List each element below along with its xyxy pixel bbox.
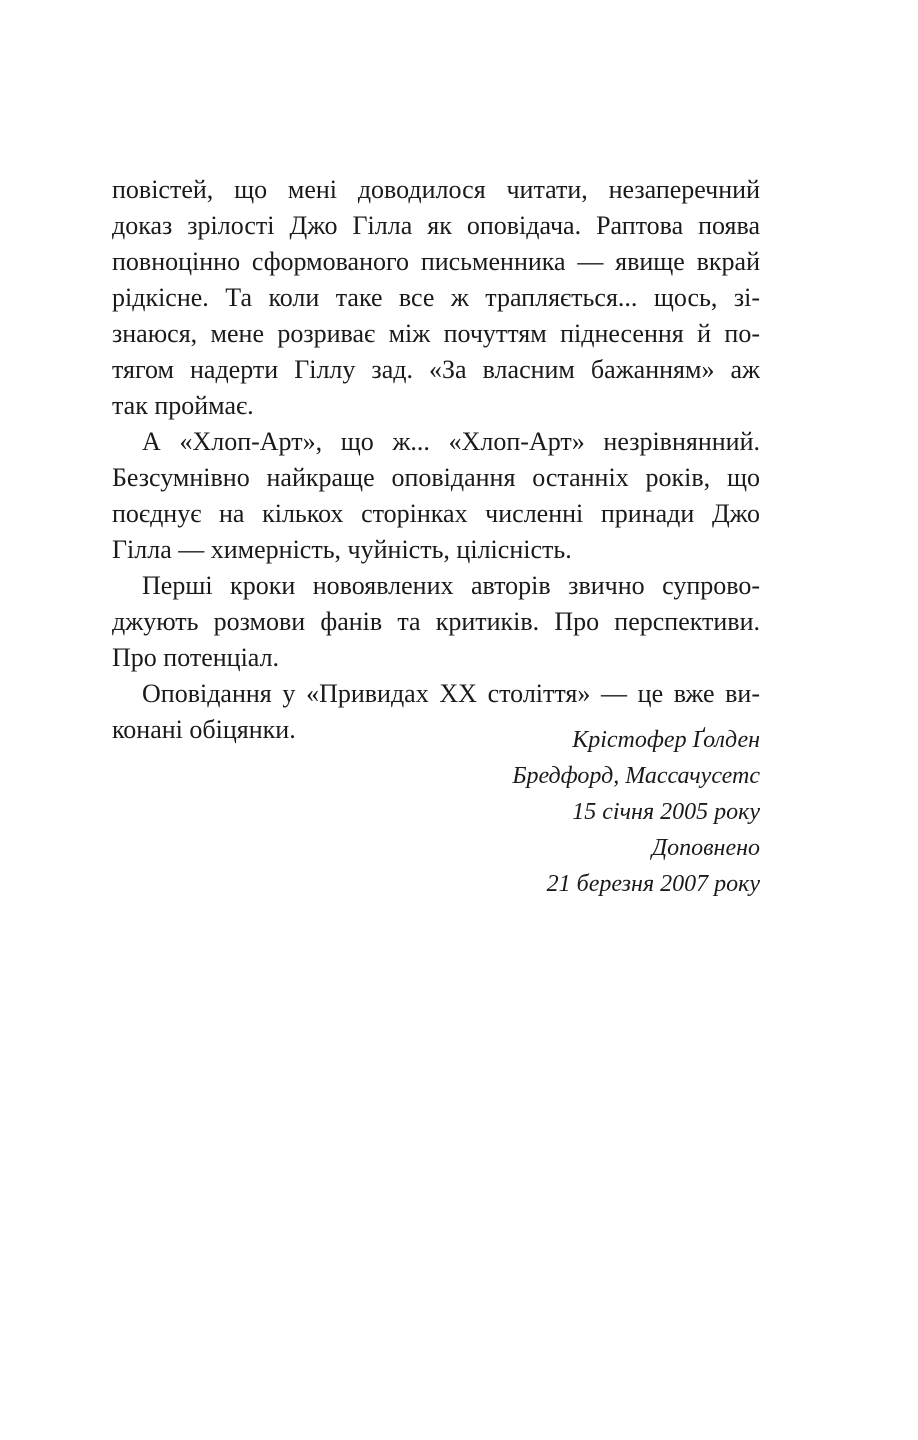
signature-block	[512, 722, 760, 902]
text-line: тягом надерти Гіллу зад. «За власним бажанням» аж	[112, 355, 760, 384]
signature-date: 15 січня 2005 року	[572, 799, 760, 825]
text-line: Оповідання у «Привидах XX століття» — це вже ви-	[142, 679, 760, 708]
signature-author: Крістофер Ґолден	[572, 727, 760, 753]
signature-date-updated: 21 березня 2007 року	[546, 871, 760, 897]
paragraph-3	[112, 568, 760, 676]
text-line: джують розмови фанів та критиків. Про перспективи.	[112, 607, 760, 636]
text-line: поєднує на кількох сторінках численні принади Джо	[112, 499, 760, 528]
text-line: знаюся, мене розриває між почуттям піднесення й по-	[112, 319, 760, 348]
text-line: доказ зрілості Джо Гілла як оповідача. Раптова поява	[112, 211, 760, 240]
text-line: Безсумнівно найкраще оповідання останніх років, що	[112, 463, 760, 492]
text-line: повноцінно сформованого письменника — явище вкрай	[112, 247, 760, 276]
body-text	[112, 172, 760, 748]
text-line: А «Хлоп-Арт», що ж... «Хлоп-Арт» незрівнянний.	[142, 427, 760, 456]
text-line: повістей, що мені доводилося читати, незаперечний	[112, 175, 760, 204]
paragraph-1	[112, 172, 760, 424]
text-line: Про потенціал.	[112, 643, 280, 672]
text-line: рідкісне. Та коли таке все ж трапляється... щось, зі-	[112, 283, 760, 312]
text-line: Перші кроки новоявлених авторів звично супрово-	[142, 571, 760, 600]
text-line: так проймає.	[112, 391, 254, 420]
paragraph-2	[112, 424, 760, 568]
signature-note: Доповнено	[651, 835, 760, 861]
text-line: Гілла — химерність, чуйність, цілісність.	[112, 535, 572, 564]
signature-place: Бредфорд, Массачусетс	[512, 763, 760, 789]
text-line: конані обіцянки.	[112, 715, 296, 744]
